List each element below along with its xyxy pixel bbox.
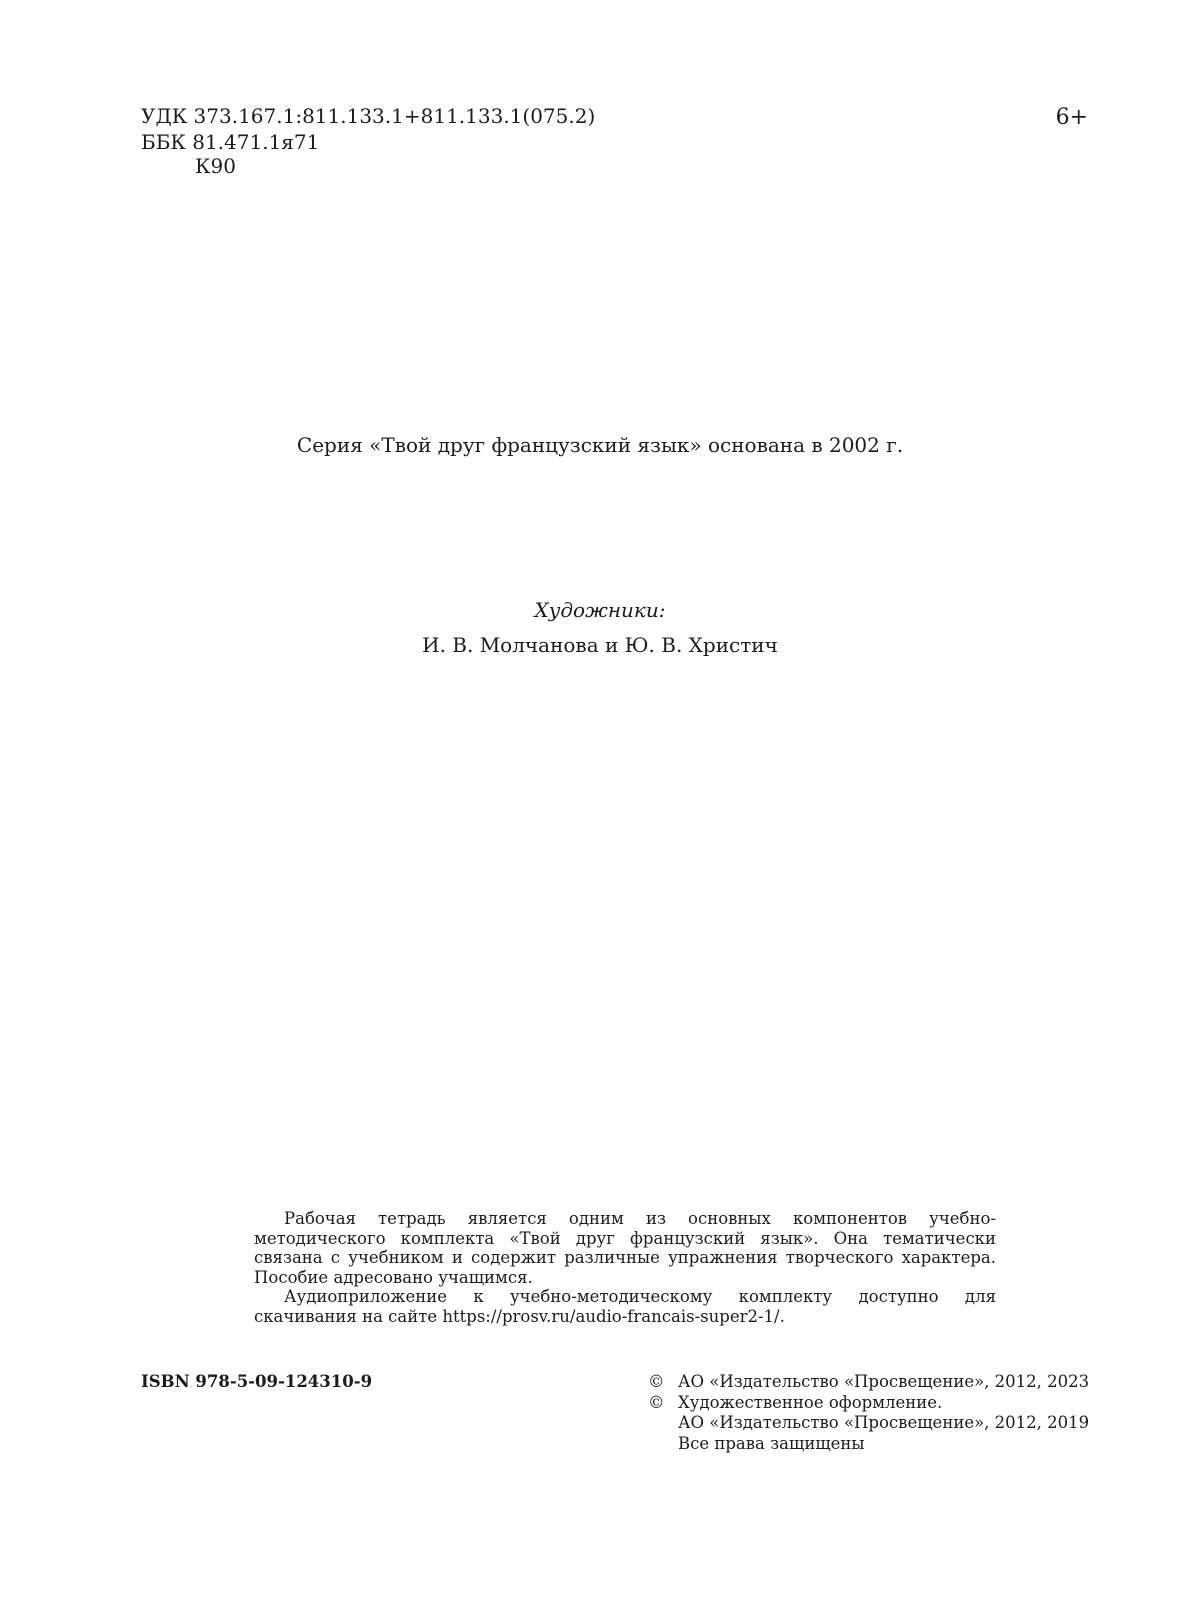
copyright-icon: ©: [648, 1372, 665, 1391]
series-note: Серия «Твой друг французский язык» основана в 2002 г.: [296, 433, 904, 457]
copyright-publisher: АО «Издательство «Просвещение», 2012, 2023: [678, 1372, 1090, 1391]
copyright-row: [648, 1393, 1108, 1414]
abstract-paragraph: Рабочая тетрадь является одним из основных компонентов учебно-методического комплекта «Твой друг французский язык». Она тематически связана с учебником и содержит различные упражнения творческого характера. Пособие адресовано учащимся.: [254, 1209, 996, 1287]
copyright-icon: ©: [648, 1392, 665, 1412]
isbn: ISBN 978-5-09-124310-9: [141, 1372, 373, 1391]
artists-names: И. В. Молчанова и Ю. В. Христич: [422, 633, 778, 657]
copyright-block: [648, 1372, 1108, 1454]
rights-reserved: Все права защищены: [678, 1433, 865, 1453]
bbk-code: ББК 81.471.1я71: [141, 130, 320, 154]
abstract-paragraph: Аудиоприложение к учебно-методическому комплекту доступно для скачивания на сайте https://prosv.ru/audio-francais-super2-1/.: [254, 1287, 996, 1326]
author-mark: К90: [195, 154, 236, 178]
copyright-row: [648, 1434, 1108, 1455]
copyright-row: [648, 1413, 1108, 1434]
age-rating: 6+: [1055, 105, 1088, 130]
artists-label: Художники:: [534, 598, 666, 622]
copyright-design-label: Художественное оформление.: [678, 1392, 943, 1412]
copyright-design-publisher: АО «Издательство «Просвещение», 2012, 2019: [678, 1413, 1090, 1432]
book-abstract: [254, 1209, 996, 1326]
copyright-row: [648, 1372, 1108, 1393]
udk-code: УДК 373.167.1:811.133.1+811.133.1(075.2): [141, 104, 596, 128]
